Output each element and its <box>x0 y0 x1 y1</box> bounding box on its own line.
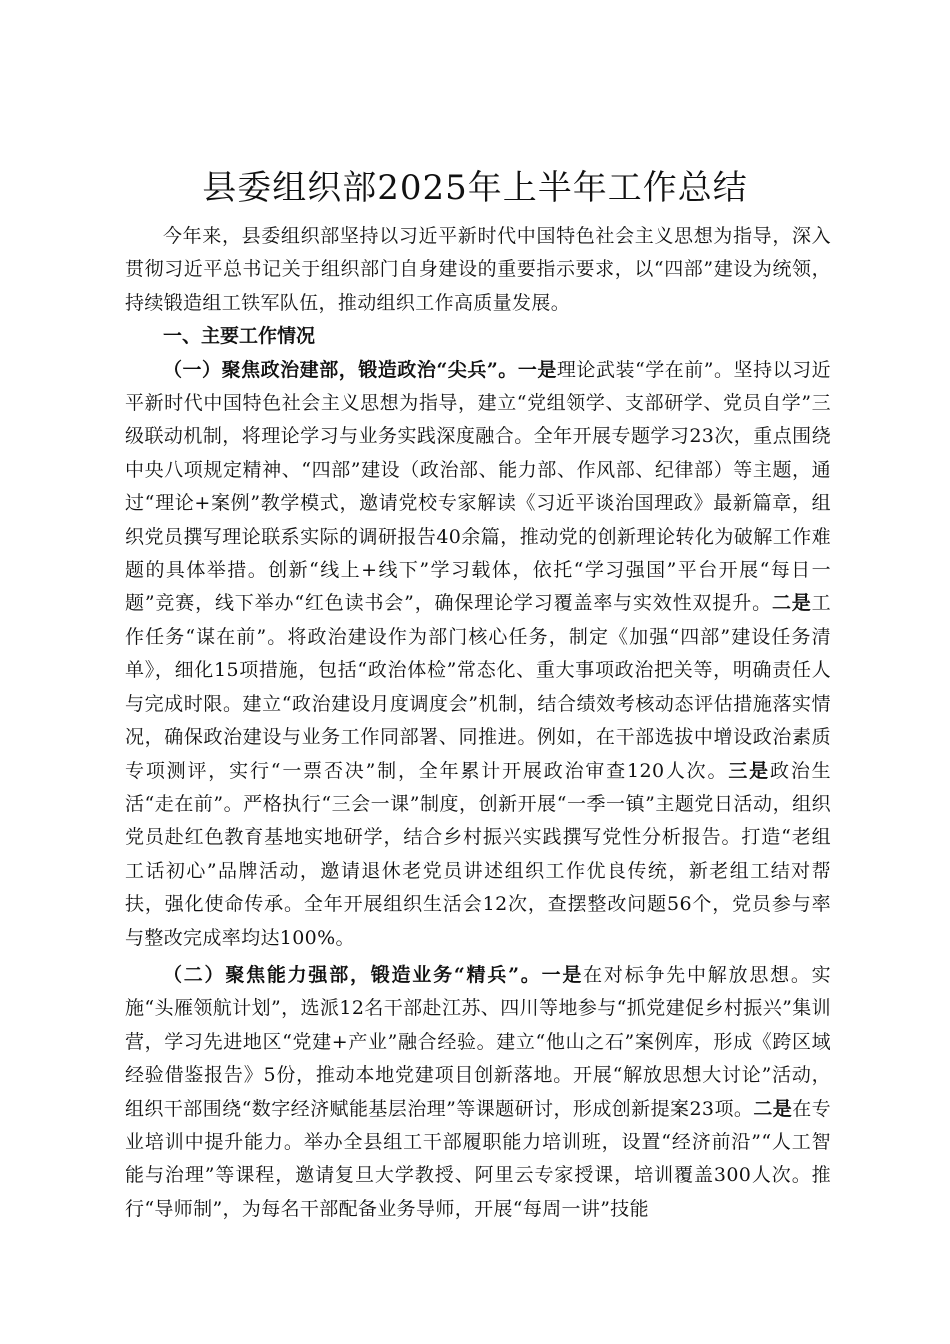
point-marker-3: 三是 <box>728 759 770 782</box>
subsection-political-heading: （一）聚焦政治建部，锻造政治“尖兵”。 <box>163 358 518 381</box>
document-title: 县委组织部2025年上半年工作总结 <box>202 168 748 208</box>
point-marker-2: 二是 <box>753 1097 793 1120</box>
point-text-2: 在专业培训中提升能力。举办全县组工干部履职能力培训班，设置“经济前沿”“人工智能与治理”等课程，邀请复旦大学教授、阿里云专家授课，培训覆盖300人次。推行“导师制”，为每名干部配备业务导师，开展“每周一讲”技能 <box>125 1097 831 1220</box>
point-marker-1: 一是 <box>517 358 557 381</box>
document-body <box>125 220 831 1226</box>
subsection-ability-paragraph <box>125 959 831 1226</box>
point-text-1: 在对标争先中解放思想。实施“头雁领航计划”，选派12名干部赴江苏、四川等地参与“抓党建促乡村振兴”集训营，学习先进地区“党建+产业”融合经验。建立“他山之石”案例库，形成《跨区域经验借鉴报告》5份，推动本地党建项目创新落地。开展“解放思想大讨论”活动，组织干部围绕“数字经济赋能基层治理”等课题研讨，形成创新提案23项。 <box>125 963 832 1120</box>
section-heading-main-work: 一、主要工作情况 <box>163 325 316 348</box>
point-text-2: 工作任务“谋在前”。将政治建设作为部门核心任务，制定《加强“四部”建设任务清单》，细化15项措施，包括“政治体检”常态化、重大事项政治把关等，明确责任人与完成时限。建立“政治建设月度调度会”机制，结合绩效考核动态评估措施落实情况，确保政治建设与业务工作同部署、同推进。例如，在干部选拔中增设政治素质专项测评，实行“一票否决”制，全年累计开展政治审查120人次。 <box>125 592 832 782</box>
subsection-political-paragraph <box>125 354 831 955</box>
point-marker-1: 一是 <box>541 963 584 986</box>
point-text-1: 理论武装“学在前”。坚持以习近平新时代中国特色社会主义思想为指导，建立“党组领学、支部研学、党员自学”三级联动机制，将理论学习与业务实践深度融合。全年开展专题学习23次，重点围绕中央八项规定精神、“四部”建设（政治部、能力部、作风部、纪律部）等主题，通过“理论+案例”教学模式，邀请党校专家解读《习近平谈治国理政》最新篇章，组织党员撰写理论联系实际的调研报告40余篇，推动党的创新理论转化为破解工作难题的具体举措。创新“线上+线下”学习载体，依托“学习强国”平台开展“每日一题”竞赛，线下举办“红色读书会”，确保理论学习覆盖率与实效性双提升。 <box>125 358 832 615</box>
subsection-ability-heading: （二）聚焦能力强部，锻造业务“精兵”。 <box>163 963 542 986</box>
point-marker-2: 二是 <box>771 592 812 615</box>
point-text-3: 政治生活“走在前”。严格执行“三会一课”制度，创新开展“一季一镇”主题党日活动，组织党员赴红色教育基地实地研学，结合乡村振兴实践撰写党性分析报告。打造“老组工话初心”品牌活动，邀请退休老党员讲述组织工作优良传统，新老组工结对帮扶，强化使命传承。全年开展组织生活会12次，查摆整改问题56个，党员参与率与整改完成率均达100%。 <box>125 759 832 949</box>
intro-paragraph: 今年来，县委组织部坚持以习近平新时代中国特色社会主义思想为指导，深入贯彻习近平总书记关于组织部门自身建设的重要指示要求，以“四部”建设为统领，持续锻造组工铁军队伍，推动组织工作高质量发展。 <box>125 225 831 314</box>
